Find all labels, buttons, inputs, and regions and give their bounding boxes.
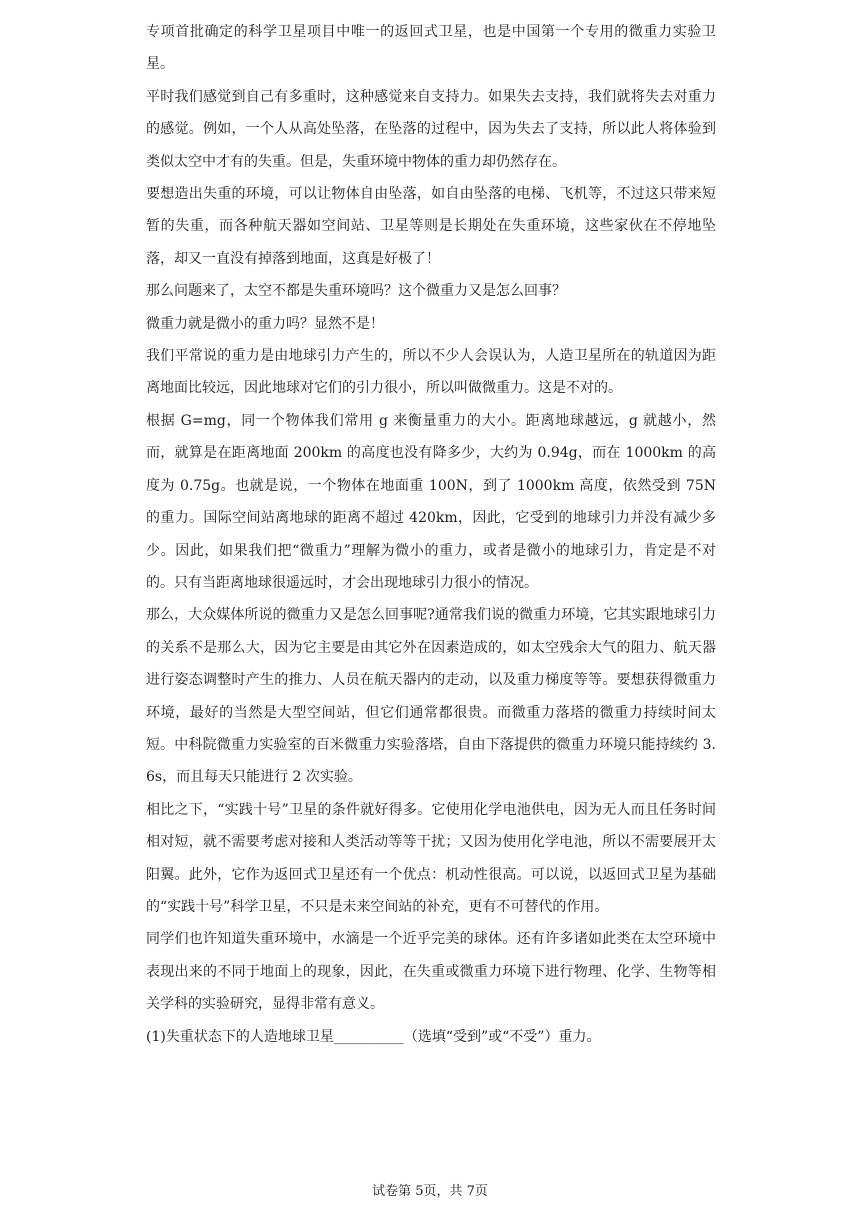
paragraph: 根据 G=mg，同一个物体我们常用 g 来衡量重力的大小。距离地球越远，g 就越小，然而，就算是在距离地面 200km 的高度也没有降多少，大约为 0.94g，而在 1000km 的高度为 0.75g。也就是说，一个物体在地面重 100N，到了 1000km 高度，依然受到 75N 的重力。国际空间站离地球的距离不超过 420km，因此，它受到的地球引力并没有减少多少。因此，如果我们把“微重力”理解为微小的重力，或者是微小的地球引力，肯定是不对的。只有当距离地球很遥远时，才会出现地球引力很小的情况。 (146, 412, 716, 591)
paragraph: 相比之下，“实践十号”卫星的条件就好得多。它使用化学电池供电，因为无人而且任务时间相对短，就不需要考虑对接和人类活动等等干扰；又因为使用化学电池，所以不需要展开太阳翼。此外，它作为返回式卫星还有一个优点：机动性很高。可以说，以返回式卫星为基础的“实践十号”科学卫星，不只是未来空间站的补充，更有不可替代的作用。 (146, 801, 716, 915)
question-item: (1)失重状态下的人造地球卫星__________（选填“受到”或“不受”）重力。 (146, 1028, 601, 1045)
paragraph: 那么，大众媒体所说的微重力又是怎么回事呢?通常我们说的微重力环境，它其实跟地球引力的关系不是那么大，因为它主要是由其它外在因素造成的，如太空残余大气的阻力、航天器进行姿态调整时产生的推力、人员在航天器内的走动，以及重力梯度等等。要想获得微重力环境，最好的当然是大型空间站，但它们通常都很贵。而微重力落塔的微重力持续时间太短。中科院微重力实验室的百米微重力实验落塔，自由下落提供的微重力环境只能持续约 3.6s，而且每天只能进行 2 次实验。 (146, 607, 716, 786)
paragraph: 专项首批确定的科学卫星项目中唯一的返回式卫星，也是中国第一个专用的微重力实验卫星。 (146, 24, 716, 73)
paragraph: 同学们也许知道失重环境中，水滴是一个近乎完美的球体。还有许多诸如此类在太空环境中表现出来的不同于地面上的现象，因此，在失重或微重力环境下进行物理、化学、生物等相关学科的实验研究，显得非常有意义。 (146, 931, 716, 1013)
paragraph: 那么问题来了，太空不都是失重环境吗？这个微重力又是怎么回事？ (146, 283, 566, 300)
paragraph: 我们平常说的重力是由地球引力产生的，所以不少人会误认为，人造卫星所在的轨道因为距离地面比较远，因此地球对它们的引力很小，所以叫做微重力。这是不对的。 (146, 348, 716, 397)
paragraph: 要想造出失重的环境，可以让物体自由坠落，如自由坠落的电梯、飞机等，不过这只带来短暂的失重，而各种航天器如空间站、卫星等则是长期处在失重环境，这些家伙在不停地坠落，却又一直没有掉落到地面，这真是好极了！ (146, 186, 716, 267)
page-footer: 试卷第 5页，共 7页 (372, 1184, 488, 1199)
paragraph: 微重力就是微小的重力吗？显然不是！ (146, 315, 384, 332)
document-body (146, 16, 716, 1053)
paragraph: 平时我们感觉到自己有多重时，这种感觉来自支持力。如果失去支持，我们就将失去对重力的感觉。例如，一个人从高处坠落，在坠落的过程中，因为失去了支持，所以此人将体验到类似太空中才有的失重。但是，失重环境中物体的重力却仍然存在。 (146, 88, 716, 170)
